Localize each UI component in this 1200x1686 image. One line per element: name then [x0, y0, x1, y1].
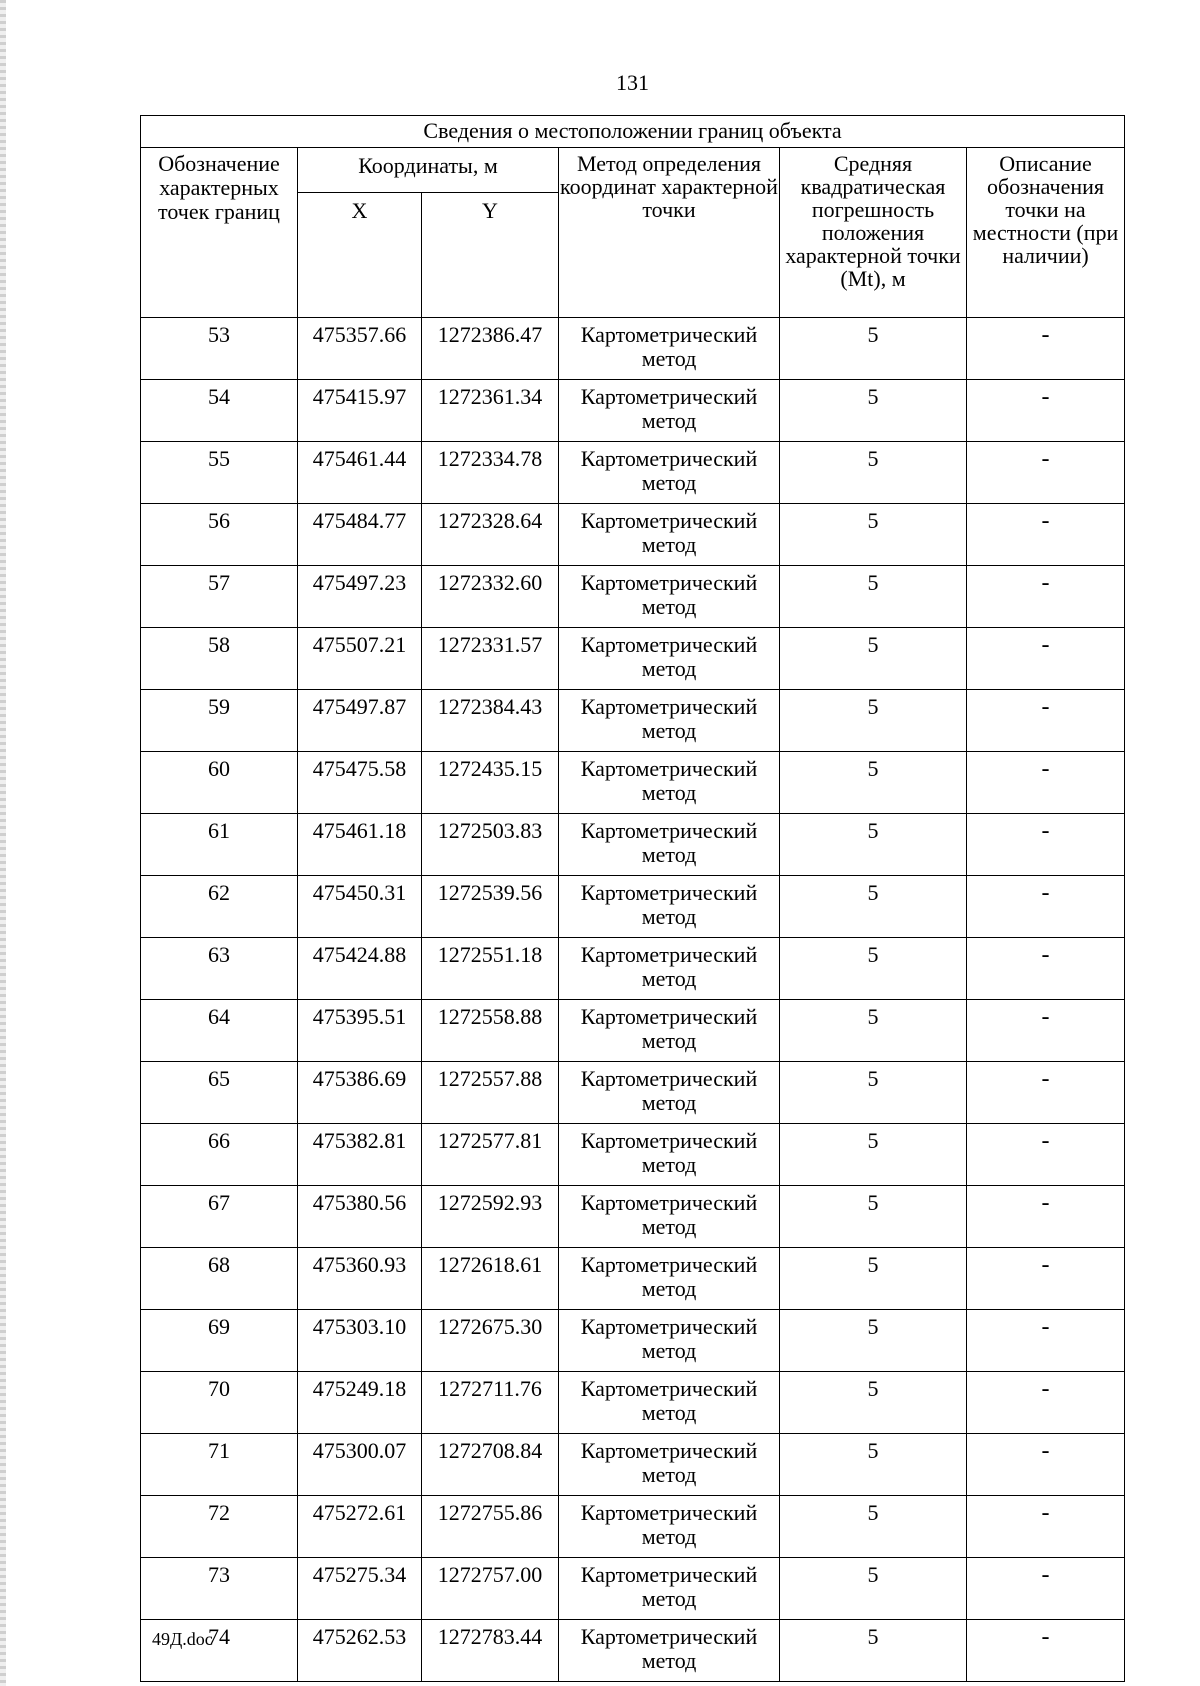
cell-point: 61	[141, 814, 298, 876]
cell-point: 74	[141, 1620, 298, 1682]
cell-y: 1272675.30	[422, 1310, 559, 1372]
footer-filename: 49Д.doc	[152, 1629, 213, 1649]
cell-mt: 5	[780, 380, 967, 442]
cell-mt: 5	[780, 628, 967, 690]
header-coordinates: Координаты, м	[298, 148, 559, 193]
cell-description: -	[967, 1620, 1125, 1682]
cell-method: Картометрический метод	[559, 1248, 780, 1310]
cell-x: 475360.93	[298, 1248, 422, 1310]
cell-y: 1272592.93	[422, 1186, 559, 1248]
cell-description: -	[967, 1558, 1125, 1620]
cell-method: Картометрический метод	[559, 566, 780, 628]
table-row	[141, 442, 1125, 504]
cell-y: 1272783.44	[422, 1620, 559, 1682]
table-row	[141, 938, 1125, 1000]
cell-point: 56	[141, 504, 298, 566]
cell-mt: 5	[780, 442, 967, 504]
cell-description: -	[967, 1062, 1125, 1124]
page-number: 131	[616, 70, 649, 95]
cell-method: Картометрический метод	[559, 752, 780, 814]
cell-y: 1272551.18	[422, 938, 559, 1000]
cell-point: 53	[141, 318, 298, 380]
cell-mt: 5	[780, 1372, 967, 1434]
cell-point: 66	[141, 1124, 298, 1186]
cell-method: Картометрический метод	[559, 814, 780, 876]
cell-x: 475395.51	[298, 1000, 422, 1062]
cell-y: 1272435.15	[422, 752, 559, 814]
cell-y: 1272384.43	[422, 690, 559, 752]
cell-y: 1272757.00	[422, 1558, 559, 1620]
table-row	[141, 1620, 1125, 1682]
cell-description: -	[967, 690, 1125, 752]
table-row	[141, 1062, 1125, 1124]
table-row	[141, 1000, 1125, 1062]
table-row	[141, 1558, 1125, 1620]
cell-method: Картометрический метод	[559, 318, 780, 380]
cell-y: 1272334.78	[422, 442, 559, 504]
cell-method: Картометрический метод	[559, 504, 780, 566]
cell-mt: 5	[780, 1124, 967, 1186]
cell-point: 68	[141, 1248, 298, 1310]
table-row	[141, 1496, 1125, 1558]
cell-y: 1272755.86	[422, 1496, 559, 1558]
table-row	[141, 380, 1125, 442]
cell-point: 57	[141, 566, 298, 628]
cell-y: 1272386.47	[422, 318, 559, 380]
cell-mt: 5	[780, 1062, 967, 1124]
header-x: X	[298, 193, 422, 318]
cell-method: Картометрический метод	[559, 1558, 780, 1620]
cell-description: -	[967, 504, 1125, 566]
cell-mt: 5	[780, 752, 967, 814]
cell-method: Картометрический метод	[559, 876, 780, 938]
cell-method: Картометрический метод	[559, 938, 780, 1000]
cell-y: 1272503.83	[422, 814, 559, 876]
cell-x: 475497.87	[298, 690, 422, 752]
cell-method: Картометрический метод	[559, 1124, 780, 1186]
cell-description: -	[967, 628, 1125, 690]
cell-description: -	[967, 1186, 1125, 1248]
cell-x: 475357.66	[298, 318, 422, 380]
cell-description: -	[967, 318, 1125, 380]
cell-point: 59	[141, 690, 298, 752]
cell-x: 475424.88	[298, 938, 422, 1000]
table-row	[141, 1124, 1125, 1186]
cell-y: 1272558.88	[422, 1000, 559, 1062]
cell-method: Картометрический метод	[559, 380, 780, 442]
cell-mt: 5	[780, 1310, 967, 1372]
cell-mt: 5	[780, 690, 967, 752]
cell-x: 475415.97	[298, 380, 422, 442]
cell-point: 70	[141, 1372, 298, 1434]
cell-x: 475450.31	[298, 876, 422, 938]
cell-point: 63	[141, 938, 298, 1000]
cell-y: 1272361.34	[422, 380, 559, 442]
cell-mt: 5	[780, 1000, 967, 1062]
cell-y: 1272328.64	[422, 504, 559, 566]
header-error: Средняя квадратическая погрешность положения характерной точки (Mt), м	[780, 148, 967, 318]
cell-x: 475475.58	[298, 752, 422, 814]
table-row	[141, 504, 1125, 566]
cell-description: -	[967, 938, 1125, 1000]
cell-method: Картометрический метод	[559, 1062, 780, 1124]
cell-x: 475461.44	[298, 442, 422, 504]
scan-edge	[0, 0, 6, 1686]
cell-description: -	[967, 380, 1125, 442]
table-row	[141, 1248, 1125, 1310]
table-row	[141, 1310, 1125, 1372]
cell-point: 69	[141, 1310, 298, 1372]
cell-mt: 5	[780, 814, 967, 876]
cell-point: 73	[141, 1558, 298, 1620]
cell-x: 475303.10	[298, 1310, 422, 1372]
cell-method: Картометрический метод	[559, 1434, 780, 1496]
cell-point: 65	[141, 1062, 298, 1124]
header-description: Описание обозначения точки на местности (при наличии)	[967, 148, 1125, 318]
cell-description: -	[967, 566, 1125, 628]
cell-y: 1272332.60	[422, 566, 559, 628]
cell-mt: 5	[780, 1248, 967, 1310]
cell-description: -	[967, 1496, 1125, 1558]
cell-x: 475386.69	[298, 1062, 422, 1124]
cell-y: 1272539.56	[422, 876, 559, 938]
table-body	[141, 318, 1125, 1682]
cell-x: 475507.21	[298, 628, 422, 690]
cell-y: 1272577.81	[422, 1124, 559, 1186]
cell-x: 475497.23	[298, 566, 422, 628]
header-method: Метод определения координат характерной точки	[559, 148, 780, 318]
cell-description: -	[967, 752, 1125, 814]
cell-y: 1272618.61	[422, 1248, 559, 1310]
cell-x: 475382.81	[298, 1124, 422, 1186]
cell-x: 475262.53	[298, 1620, 422, 1682]
cell-description: -	[967, 1248, 1125, 1310]
cell-mt: 5	[780, 318, 967, 380]
cell-method: Картометрический метод	[559, 1310, 780, 1372]
table-row	[141, 318, 1125, 380]
cell-x: 475461.18	[298, 814, 422, 876]
cell-y: 1272331.57	[422, 628, 559, 690]
cell-point: 60	[141, 752, 298, 814]
cell-method: Картометрический метод	[559, 1000, 780, 1062]
cell-description: -	[967, 1124, 1125, 1186]
table-row	[141, 628, 1125, 690]
cell-y: 1272708.84	[422, 1434, 559, 1496]
cell-description: -	[967, 1434, 1125, 1496]
cell-point: 55	[141, 442, 298, 504]
cell-description: -	[967, 1372, 1125, 1434]
cell-y: 1272711.76	[422, 1372, 559, 1434]
cell-mt: 5	[780, 1496, 967, 1558]
cell-x: 475275.34	[298, 1558, 422, 1620]
table-title: Сведения о местоположении границ объекта	[141, 116, 1125, 148]
cell-point: 54	[141, 380, 298, 442]
header-point-designation: Обозначение характерных точек границ	[141, 148, 298, 318]
cell-description: -	[967, 876, 1125, 938]
cell-point: 67	[141, 1186, 298, 1248]
cell-x: 475272.61	[298, 1496, 422, 1558]
cell-method: Картометрический метод	[559, 1186, 780, 1248]
cell-mt: 5	[780, 1434, 967, 1496]
cell-mt: 5	[780, 1558, 967, 1620]
cell-point: 71	[141, 1434, 298, 1496]
table-row	[141, 690, 1125, 752]
table-row	[141, 876, 1125, 938]
cell-x: 475249.18	[298, 1372, 422, 1434]
table-row	[141, 1186, 1125, 1248]
cell-mt: 5	[780, 566, 967, 628]
table-row	[141, 1434, 1125, 1496]
cell-x: 475300.07	[298, 1434, 422, 1496]
cell-method: Картометрический метод	[559, 1372, 780, 1434]
cell-point: 72	[141, 1496, 298, 1558]
cell-y: 1272557.88	[422, 1062, 559, 1124]
table-row	[141, 814, 1125, 876]
cell-method: Картометрический метод	[559, 442, 780, 504]
cell-mt: 5	[780, 938, 967, 1000]
cell-x: 475380.56	[298, 1186, 422, 1248]
cell-method: Картометрический метод	[559, 628, 780, 690]
cell-method: Картометрический метод	[559, 1620, 780, 1682]
cell-description: -	[967, 442, 1125, 504]
cell-point: 64	[141, 1000, 298, 1062]
table-row	[141, 566, 1125, 628]
cell-method: Картометрический метод	[559, 690, 780, 752]
cell-method: Картометрический метод	[559, 1496, 780, 1558]
cell-point: 58	[141, 628, 298, 690]
header-y: Y	[422, 193, 559, 318]
cell-x: 475484.77	[298, 504, 422, 566]
boundary-table	[140, 115, 1125, 1682]
cell-mt: 5	[780, 876, 967, 938]
cell-description: -	[967, 1000, 1125, 1062]
cell-description: -	[967, 814, 1125, 876]
cell-mt: 5	[780, 504, 967, 566]
table-row	[141, 752, 1125, 814]
cell-mt: 5	[780, 1186, 967, 1248]
table-row	[141, 1372, 1125, 1434]
cell-mt: 5	[780, 1620, 967, 1682]
cell-description: -	[967, 1310, 1125, 1372]
cell-point: 62	[141, 876, 298, 938]
